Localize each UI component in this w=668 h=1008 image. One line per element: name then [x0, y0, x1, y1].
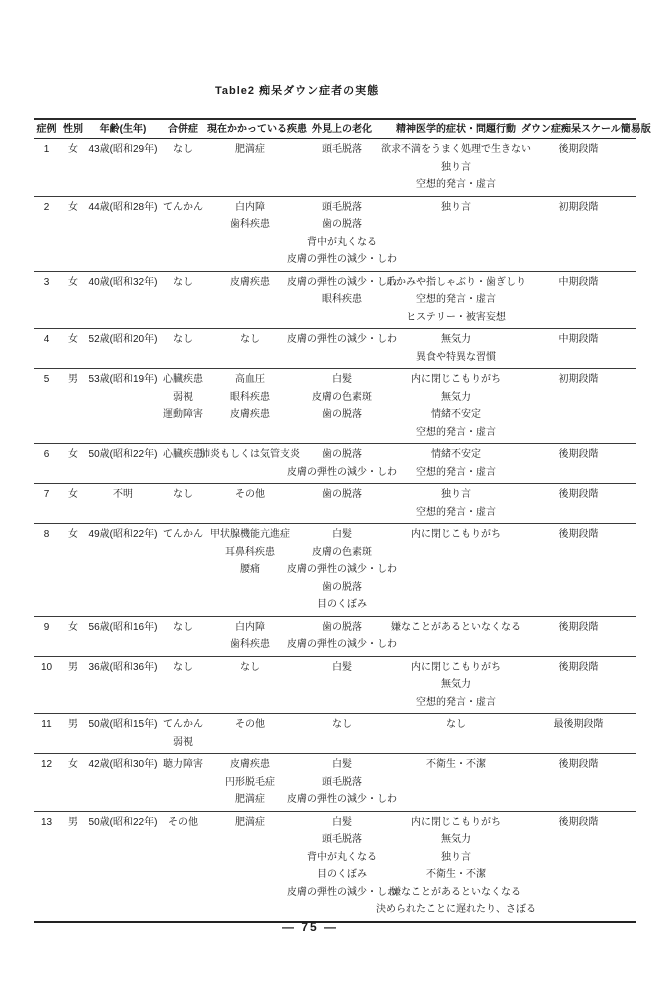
- table-cell-psychiatric: [381, 141, 531, 194]
- table-row: [34, 657, 636, 715]
- table-cell-scale: [521, 814, 636, 919]
- cell-line: 皮膚の弾性の減少・しわ: [287, 254, 397, 265]
- cell-line: 皮膚の弾性の減少・しわ: [287, 886, 397, 898]
- cell-line: 36歳(昭和36年): [88, 661, 158, 673]
- table-cell-complications: [159, 371, 207, 441]
- cell-line: 独り言: [441, 161, 471, 173]
- cell-line: 13: [40, 816, 53, 828]
- cell-line: なし: [446, 719, 466, 730]
- cell-line: 6: [43, 449, 50, 460]
- cell-line: てんかん: [163, 719, 203, 730]
- table-cell-scale: [521, 526, 636, 614]
- cell-line: 空想的発言・虚言: [416, 179, 496, 190]
- cell-line: 53歳(昭和19年): [88, 374, 158, 385]
- cell-line: 皮膚疾患: [230, 759, 270, 770]
- table-cell-aging: [287, 756, 397, 809]
- cell-line: 女: [68, 449, 78, 460]
- table-cell-age: [87, 716, 159, 751]
- table-cell-age: [87, 814, 159, 919]
- table-cell-aging: [287, 331, 397, 366]
- cell-line: 男: [68, 374, 78, 385]
- cell-line: 最後期段階: [553, 719, 604, 730]
- cell-line: 皮膚の弾性の減少・しわ: [287, 794, 397, 805]
- cell-line: 無気力: [441, 334, 471, 345]
- cell-line: 背中が丸くなる: [307, 236, 377, 248]
- cell-line: なし: [173, 621, 193, 633]
- table-cell-psychiatric: [391, 619, 521, 654]
- cell-line: なし: [173, 661, 193, 673]
- cell-line: 眼科疾患: [230, 391, 270, 403]
- cell-line: 皮膚の色素斑: [312, 391, 372, 403]
- cell-line: 歯の脱落: [322, 621, 362, 633]
- table-cell-aging: [287, 619, 397, 654]
- cell-line: 白内障: [235, 621, 265, 633]
- table-cell-case: [34, 486, 59, 521]
- cell-line: 皮膚の色素斑: [312, 546, 372, 558]
- cell-line: 女: [68, 201, 78, 213]
- cell-line: その他: [235, 719, 265, 730]
- table-cell-scale: [521, 371, 636, 441]
- cell-line: 40歳(昭和32年): [88, 276, 158, 288]
- table-cell-age: [87, 659, 159, 712]
- cell-line: 背中が丸くなる: [307, 851, 377, 863]
- cell-line: 心臓疾患: [163, 449, 203, 460]
- table-cell-scale: [521, 331, 636, 366]
- cell-line: 男: [68, 719, 78, 730]
- cell-line: 5: [43, 374, 50, 385]
- table-cell-complications: [159, 756, 207, 809]
- cell-line: なし: [173, 334, 193, 345]
- table-header-row: [34, 118, 651, 139]
- table-row: [34, 369, 636, 444]
- table-cell-case: [34, 274, 59, 327]
- cell-line: 歯科疾患: [230, 639, 270, 650]
- table-cell-scale: [521, 141, 636, 194]
- table-row: [34, 754, 636, 812]
- cell-line: 腰痛: [240, 564, 260, 575]
- table-cell-age: [87, 371, 159, 441]
- table-cell-diseases: [207, 756, 293, 809]
- table-cell-diseases: [207, 619, 293, 654]
- cell-line: 肥満症: [235, 794, 265, 805]
- cell-line: 目のくぼみ: [317, 869, 367, 880]
- table-cell-scale: [521, 199, 636, 269]
- cell-line: 12: [40, 759, 53, 770]
- cell-line: 43歳(昭和29年): [88, 144, 158, 155]
- cell-line: 空想的発言・虚言: [416, 696, 496, 708]
- table-cell-psychiatric: [391, 659, 521, 712]
- cell-line: 空想的発言・虚言: [416, 426, 496, 438]
- table-cell-aging: [293, 371, 391, 441]
- cell-line: その他: [168, 816, 198, 828]
- cell-line: 空想的発言・虚言: [416, 506, 496, 518]
- cell-line: 内に閉じこもりがち: [411, 816, 501, 828]
- table-cell-aging: [287, 526, 397, 614]
- cell-line: 皮膚の弾性の減少・しわ: [287, 639, 397, 650]
- cell-line: 耳鼻科疾患: [225, 546, 275, 558]
- table-cell-sex: [59, 199, 87, 269]
- cell-line: 後期段階: [558, 449, 599, 460]
- table-cell-age: [87, 526, 159, 614]
- table-cell-age: [87, 141, 159, 194]
- page-number: — 75 —: [281, 920, 338, 934]
- cell-line: 聴力障害: [163, 759, 203, 770]
- cell-line: なし: [173, 276, 193, 288]
- cell-line: 歯の脱落: [322, 219, 362, 230]
- table-cell-diseases: [200, 446, 300, 481]
- cell-line: なし: [240, 334, 260, 345]
- table-cell-psychiatric: [391, 446, 521, 481]
- cell-line: 42歳(昭和30年): [88, 759, 158, 770]
- table-cell-aging: [287, 274, 397, 327]
- cell-line: 嫌なことがあるといなくなる: [391, 886, 521, 898]
- cell-line: 異食や特異な習慣: [416, 351, 496, 363]
- cell-line: 内に閉じこもりがち: [411, 529, 501, 540]
- cell-line: その他: [235, 489, 265, 500]
- cell-line: なし: [240, 661, 260, 673]
- table-cell-case: [34, 371, 59, 441]
- cell-line: 皮膚の弾性の減少・しわ: [287, 466, 397, 478]
- cell-line: 後期段階: [558, 489, 599, 500]
- cell-line: 独り言: [441, 201, 471, 213]
- cell-line: 男: [68, 816, 78, 828]
- table-cell-scale: [521, 716, 636, 751]
- cell-line: 肺炎もしくは気管支炎: [200, 449, 300, 460]
- cell-line: ヒステリー・被害妄想: [406, 311, 506, 323]
- table-cell-scale: [521, 486, 636, 521]
- table-cell-scale: [521, 659, 636, 712]
- cell-line: 独り言: [441, 851, 471, 863]
- cell-line: 後期段階: [558, 529, 599, 540]
- table-cell-diseases: [207, 526, 293, 614]
- cell-line: 女: [68, 489, 78, 500]
- table-cell-scale: [521, 756, 636, 809]
- table-cell-psychiatric: [376, 814, 536, 919]
- table-cell-diseases: [207, 274, 293, 327]
- cell-line: 白髪: [332, 661, 352, 673]
- column-header: 症例: [36, 124, 57, 135]
- table-cell-sex: [59, 446, 87, 481]
- cell-line: 決められたことに遅れたり、さぼる: [376, 904, 536, 915]
- cell-line: 嫌なことがあるといなくなる: [391, 621, 521, 633]
- table-cell-age: [87, 486, 159, 521]
- table-cell-case: [34, 756, 59, 809]
- table-cell-complications: [159, 814, 207, 919]
- cell-line: なし: [332, 719, 352, 730]
- cell-line: 高血圧: [235, 374, 265, 385]
- table-cell-complications: [159, 526, 207, 614]
- cell-line: 不衛生・不潔: [426, 869, 486, 880]
- cell-line: 4: [43, 334, 50, 345]
- cell-line: 後期段階: [558, 661, 599, 673]
- table-cell-diseases: [207, 331, 293, 366]
- cell-line: 頭毛脱落: [322, 834, 362, 845]
- cell-line: 後期段階: [558, 621, 599, 633]
- cell-line: 女: [68, 334, 78, 345]
- cell-line: てんかん: [163, 529, 203, 540]
- table-cell-sex: [59, 331, 87, 366]
- cell-line: 歯の脱落: [322, 581, 362, 593]
- cell-line: 空想的発言・虚言: [416, 294, 496, 305]
- table-cell-sex: [59, 716, 87, 751]
- cell-line: 不明: [113, 489, 133, 500]
- table-cell-complications: [159, 659, 207, 712]
- table-cell-case: [34, 659, 59, 712]
- table-row: [34, 524, 636, 617]
- cell-line: 8: [43, 529, 50, 540]
- table-row: [34, 617, 636, 657]
- cell-line: 10: [40, 661, 53, 673]
- table-cell-sex: [59, 659, 87, 712]
- cell-line: 7: [43, 489, 50, 500]
- table-cell-age: [87, 274, 159, 327]
- cell-line: なし: [173, 489, 193, 500]
- cell-line: 独り言: [441, 489, 471, 500]
- table-cell-psychiatric: [391, 526, 521, 614]
- cell-line: 歯の脱落: [322, 449, 362, 460]
- table-cell-complications: [159, 486, 207, 521]
- table-cell-diseases: [207, 716, 293, 751]
- cell-line: 44歳(昭和28年): [88, 201, 158, 213]
- table-cell-age: [87, 619, 159, 654]
- cell-line: 運動障害: [163, 409, 203, 420]
- cell-line: 50歳(昭和22年): [88, 816, 158, 828]
- cell-line: 皮膚疾患: [230, 409, 270, 420]
- column-header: 現在かかっている疾患: [207, 124, 307, 135]
- table-cell-complications: [159, 331, 207, 366]
- table-cell-complications: [159, 716, 207, 751]
- cell-line: 後期段階: [558, 759, 599, 770]
- cell-line: 初期段階: [558, 201, 599, 213]
- table-cell-aging: [287, 199, 397, 269]
- cell-line: 女: [68, 759, 78, 770]
- column-header: 外見上の老化: [312, 124, 372, 135]
- cell-line: 初期段階: [558, 374, 599, 385]
- cell-line: 弱視: [173, 391, 193, 403]
- column-header: 精神医学的症状・問題行動: [396, 124, 516, 135]
- table-row: [34, 812, 636, 923]
- table-cell-complications: [159, 274, 207, 327]
- table-cell-diseases: [207, 486, 293, 521]
- table-cell-case: [34, 199, 59, 269]
- cell-line: 皮膚疾患: [230, 276, 270, 288]
- table-cell-age: [87, 331, 159, 366]
- cell-line: 欲求不満をうまく処理で生きない: [381, 144, 531, 155]
- table-cell-case: [34, 331, 59, 366]
- cell-line: 内に閉じこもりがち: [411, 661, 501, 673]
- table-row: [34, 484, 636, 524]
- table-cell-aging: [293, 486, 391, 521]
- table-cell-psychiatric: [391, 331, 521, 366]
- cell-line: 歯の脱落: [322, 409, 362, 420]
- table-cell-diseases: [207, 199, 293, 269]
- column-header: 合併症: [168, 124, 198, 135]
- cell-line: 無気力: [441, 679, 471, 690]
- table-cell-sex: [59, 141, 87, 194]
- table-cell-complications: [159, 619, 207, 654]
- cell-line: 頭毛脱落: [322, 776, 362, 788]
- table-cell-aging: [293, 659, 391, 712]
- cell-line: 3: [43, 276, 50, 288]
- cell-line: 頭毛脱落: [322, 201, 362, 213]
- cell-line: 11: [41, 719, 52, 730]
- cell-line: 49歳(昭和22年): [88, 529, 158, 540]
- cell-line: 目のくぼみ: [317, 599, 367, 610]
- table-cell-psychiatric: [391, 756, 521, 809]
- cell-line: 不衛生・不潔: [426, 759, 486, 770]
- table-cell-case: [34, 716, 59, 751]
- cell-line: 円形脱毛症: [225, 776, 275, 788]
- table-cell-sex: [59, 486, 87, 521]
- column-header: ダウン症痴呆スケール簡易版: [521, 124, 651, 135]
- table-cell-aging: [293, 716, 391, 751]
- table-cell-sex: [59, 274, 87, 327]
- table-row: [34, 329, 636, 369]
- cell-line: 後期段階: [558, 144, 599, 155]
- table-cell-case: [34, 446, 59, 481]
- cell-line: 56歳(昭和16年): [88, 621, 158, 633]
- table-cell-case: [34, 526, 59, 614]
- table-cell-age: [87, 446, 159, 481]
- table-row: [34, 714, 636, 754]
- column-header: 年齢(生年): [99, 124, 147, 135]
- cell-line: 白髪: [332, 529, 352, 540]
- table-cell-scale: [521, 274, 636, 327]
- table-cell-sex: [59, 526, 87, 614]
- table-cell-sex: [59, 814, 87, 919]
- cell-line: 白髪: [332, 759, 352, 770]
- table-cell-diseases: [207, 371, 293, 441]
- cell-line: 50歳(昭和15年): [88, 719, 158, 730]
- table-cell-complications: [159, 141, 207, 194]
- cell-line: 白髪: [332, 374, 352, 385]
- table-cell-diseases: [207, 141, 293, 194]
- table-row: [34, 272, 636, 330]
- cell-line: 無気力: [441, 391, 471, 403]
- table-cell-psychiatric: [386, 274, 526, 327]
- cell-line: 頭毛脱落: [322, 144, 362, 155]
- table-cell-diseases: [207, 814, 293, 919]
- table-row: [34, 197, 636, 272]
- table-body: [34, 139, 636, 923]
- table-cell-scale: [521, 619, 636, 654]
- cell-line: 女: [68, 621, 78, 633]
- cell-line: 皮膚の弾性の減少・しわ: [287, 334, 397, 345]
- table-cell-case: [34, 141, 59, 194]
- cell-line: 無気力: [441, 834, 471, 845]
- cell-line: 情緒不安定: [431, 449, 481, 460]
- cell-line: 2: [43, 201, 50, 213]
- cell-line: なし: [173, 144, 193, 155]
- table-cell-case: [34, 619, 59, 654]
- table-cell-psychiatric: [391, 716, 521, 751]
- table-cell-psychiatric: [391, 199, 521, 269]
- table-cell-sex: [59, 756, 87, 809]
- cell-line: 9: [43, 621, 50, 633]
- cell-line: 眼科疾患: [322, 294, 362, 305]
- table-cell-sex: [59, 371, 87, 441]
- table-cell-sex: [59, 619, 87, 654]
- cell-line: 甲状腺機能亢進症: [210, 529, 290, 540]
- table-cell-aging: [287, 446, 397, 481]
- table-cell-psychiatric: [391, 371, 521, 441]
- data-table: [34, 118, 651, 923]
- table-cell-case: [34, 814, 59, 919]
- cell-line: 弱視: [173, 736, 193, 748]
- cell-line: 女: [68, 144, 78, 155]
- column-header: 性別: [63, 124, 83, 135]
- cell-line: 1: [43, 144, 50, 155]
- cell-line: 女: [68, 529, 78, 540]
- table-cell-psychiatric: [391, 486, 521, 521]
- table-cell-scale: [521, 446, 636, 481]
- cell-line: 爪かみや指しゃぶり・歯ぎしり: [386, 276, 526, 288]
- cell-line: 内に閉じこもりがち: [411, 374, 501, 385]
- cell-line: 肥満症: [235, 816, 265, 828]
- cell-line: てんかん: [163, 201, 203, 213]
- cell-line: 情緒不安定: [431, 409, 481, 420]
- cell-line: 皮膚の弾性の減少・しわ: [287, 564, 397, 575]
- cell-line: 皮膚の弾性の減少・しわ: [287, 276, 397, 288]
- cell-line: 50歳(昭和22年): [88, 449, 158, 460]
- cell-line: 男: [68, 661, 78, 673]
- cell-line: 歯の脱落: [322, 489, 362, 500]
- cell-line: 白髪: [332, 816, 352, 828]
- cell-line: 後期段階: [558, 816, 599, 828]
- cell-line: 52歳(昭和20年): [88, 334, 158, 345]
- cell-line: 中期段階: [558, 276, 599, 288]
- table-cell-aging: [293, 141, 391, 194]
- table-cell-age: [87, 756, 159, 809]
- table-cell-diseases: [207, 659, 293, 712]
- cell-line: 白内障: [235, 201, 265, 213]
- cell-line: 女: [68, 276, 78, 288]
- cell-line: 心臓疾患: [163, 374, 203, 385]
- table-row: [34, 139, 636, 197]
- table-cell-age: [87, 199, 159, 269]
- table-row: [34, 444, 636, 484]
- table-cell-complications: [159, 199, 207, 269]
- cell-line: 空想的発言・虚言: [416, 466, 496, 478]
- cell-line: 歯科疾患: [230, 219, 270, 230]
- cell-line: 中期段階: [558, 334, 599, 345]
- table-title: Table2 痴呆ダウン症者の実態: [215, 85, 380, 97]
- cell-line: 肥満症: [235, 144, 265, 155]
